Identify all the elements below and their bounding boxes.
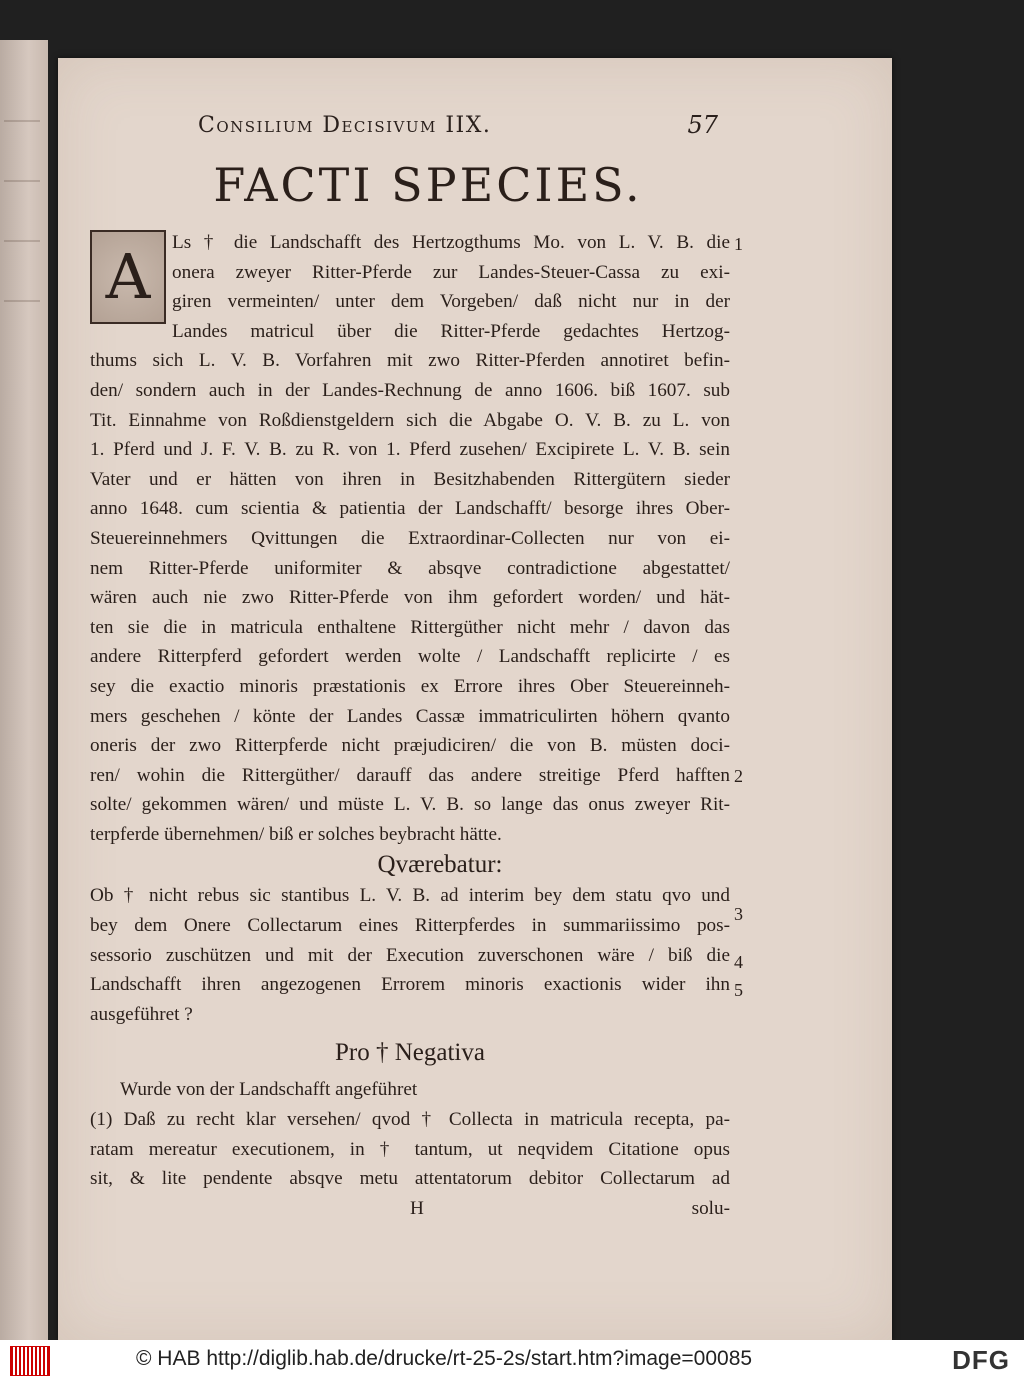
text-line: Ob † nicht rebus sic stantibus L. V. B. ad interim bey dem statu qvo und	[90, 885, 730, 907]
ghost-line	[4, 180, 40, 182]
argument-paragraph	[90, 1075, 730, 1193]
text-line: sey die exactio minoris præstationis ex Errore ihres Ober Steuereinneh-	[90, 675, 730, 697]
marginal-number: 4	[734, 952, 743, 972]
attribution-bar	[0, 1340, 1024, 1380]
barcode-icon	[10, 1346, 50, 1376]
text-line: solte/ gekommen wären/ und müste L. V. B. so lange das onus zweyer Rit-	[90, 794, 730, 816]
text-line: oneris der zwo Ritterpferde nicht præjudiciren/ die von B. müsten doci-	[90, 735, 730, 757]
text-line: Vater und er hätten von ihren in Besitzhabenden Rittergütern sieder	[90, 468, 730, 490]
signature-mark: H	[410, 1197, 424, 1219]
facti-species-paragraph	[90, 228, 730, 849]
text-line: (1) Daß zu recht klar versehen/ qvod † Collecta in matricula recepta, pa-	[90, 1109, 730, 1131]
text-line: Wurde von der Landschafft angeführet	[120, 1079, 418, 1101]
text-line: giren vermeinten/ unter dem Vorgeben/ daß nicht nur in der	[172, 291, 730, 313]
marginal-number: 3	[734, 904, 743, 924]
text-line: ratam mereatur executionem, in † tantum, ut neqvidem Citatione opus	[90, 1138, 730, 1160]
text-line: Ls † die Landschafft des Hertzogthums Mo. von L. V. B. die	[172, 232, 730, 253]
text-line: Landschafft ihren angezogenen Errorem minoris exactionis wider ihn	[90, 974, 730, 996]
catchword: solu-	[691, 1197, 730, 1219]
page-footer	[90, 1194, 730, 1224]
marginal-number: 1	[734, 234, 743, 254]
ghost-line	[4, 120, 40, 122]
text-line: onera zweyer Ritter-Pferde zur Landes-Steuer-Cassa zu exi-	[172, 261, 730, 283]
text-line: Tit. Einnahme von Roßdienstgeldern sich die Abgabe O. V. B. zu L. von	[90, 409, 730, 431]
text-line: andere Ritterpferd gefordert werden wolte / Landschafft replicirte / es	[90, 646, 730, 668]
decorated-initial: A	[90, 230, 166, 324]
text-line: sit, & lite pendente absqve metu attentatorum debitor Collectarum ad	[90, 1168, 730, 1190]
marginal-number: 2	[734, 766, 743, 786]
quaerebatur-heading: Qværebatur:	[377, 851, 503, 879]
text-line: nem Ritter-Pferde uniformiter & absqve contradictione abgestattet/	[90, 557, 730, 579]
text-line: sessorio zuschützen und mit der Execution zuverschonen wäre / biß die	[90, 944, 730, 966]
text-line: thums sich L. V. B. Vorfahren mit zwo Ritter-Pferden annotiret befin-	[90, 350, 730, 372]
quaestio-paragraph	[90, 881, 730, 1029]
ghost-line	[4, 240, 40, 242]
dfg-logo: DFG	[952, 1345, 1010, 1375]
text-line: ren/ wohin die Rittergüther/ darauff das andere streitige Pferd hafften	[90, 764, 730, 786]
text-line: mers geschehen / könte der Landes Cassæ immatriculirten höhern qvanto	[90, 705, 730, 727]
previous-page-edge	[0, 40, 48, 1340]
text-line: ten sie die in matricula enthaltene Rittergüther nicht mehr / davon das	[90, 616, 730, 638]
text-line: terpferde übernehmen/ biß er solches beybracht hätte.	[90, 823, 502, 845]
text-line: 1. Pferd und J. F. V. B. zu R. von 1. Pferd zusehen/ Excipirete L. V. B. sein	[90, 439, 730, 461]
main-heading: FACTI SPECIES.	[213, 158, 643, 212]
marginal-number: 5	[734, 980, 743, 1000]
page-number: 57	[687, 111, 718, 139]
pro-negativa-heading: Pro † Negativa	[335, 1039, 485, 1067]
text-line: den/ sondern auch in der Landes-Rechnung de anno 1606. biß 1607. sub	[90, 379, 730, 401]
text-line: bey dem Onere Collectarum eines Ritterpferdes in summariissimo pos-	[90, 915, 730, 937]
running-header	[198, 113, 718, 145]
attribution-link[interactable]: © HAB http://diglib.hab.de/drucke/rt-25-2s/start.htm?image=00085	[136, 1347, 753, 1370]
ghost-line	[4, 300, 40, 302]
text-line: ausgeführet ?	[90, 1003, 193, 1025]
scanned-page	[58, 58, 892, 1340]
text-line: Landes matricul über die Ritter-Pferde gedachtes Hertzog-	[172, 320, 730, 342]
page-body	[90, 228, 730, 1224]
running-head-title: Consilium Decisivum IIX.	[198, 113, 492, 138]
text-line: Steuereinnehmers Qvittungen die Extraordinar-Collecten nur von ei-	[90, 527, 730, 549]
text-line: anno 1648. cum scientia & patientia der Landschafft/ besorge ihres Ober-	[90, 498, 730, 520]
text-line: wären auch nie zwo Ritter-Pferde von ihm gefordert worden/ und hät-	[90, 587, 730, 609]
